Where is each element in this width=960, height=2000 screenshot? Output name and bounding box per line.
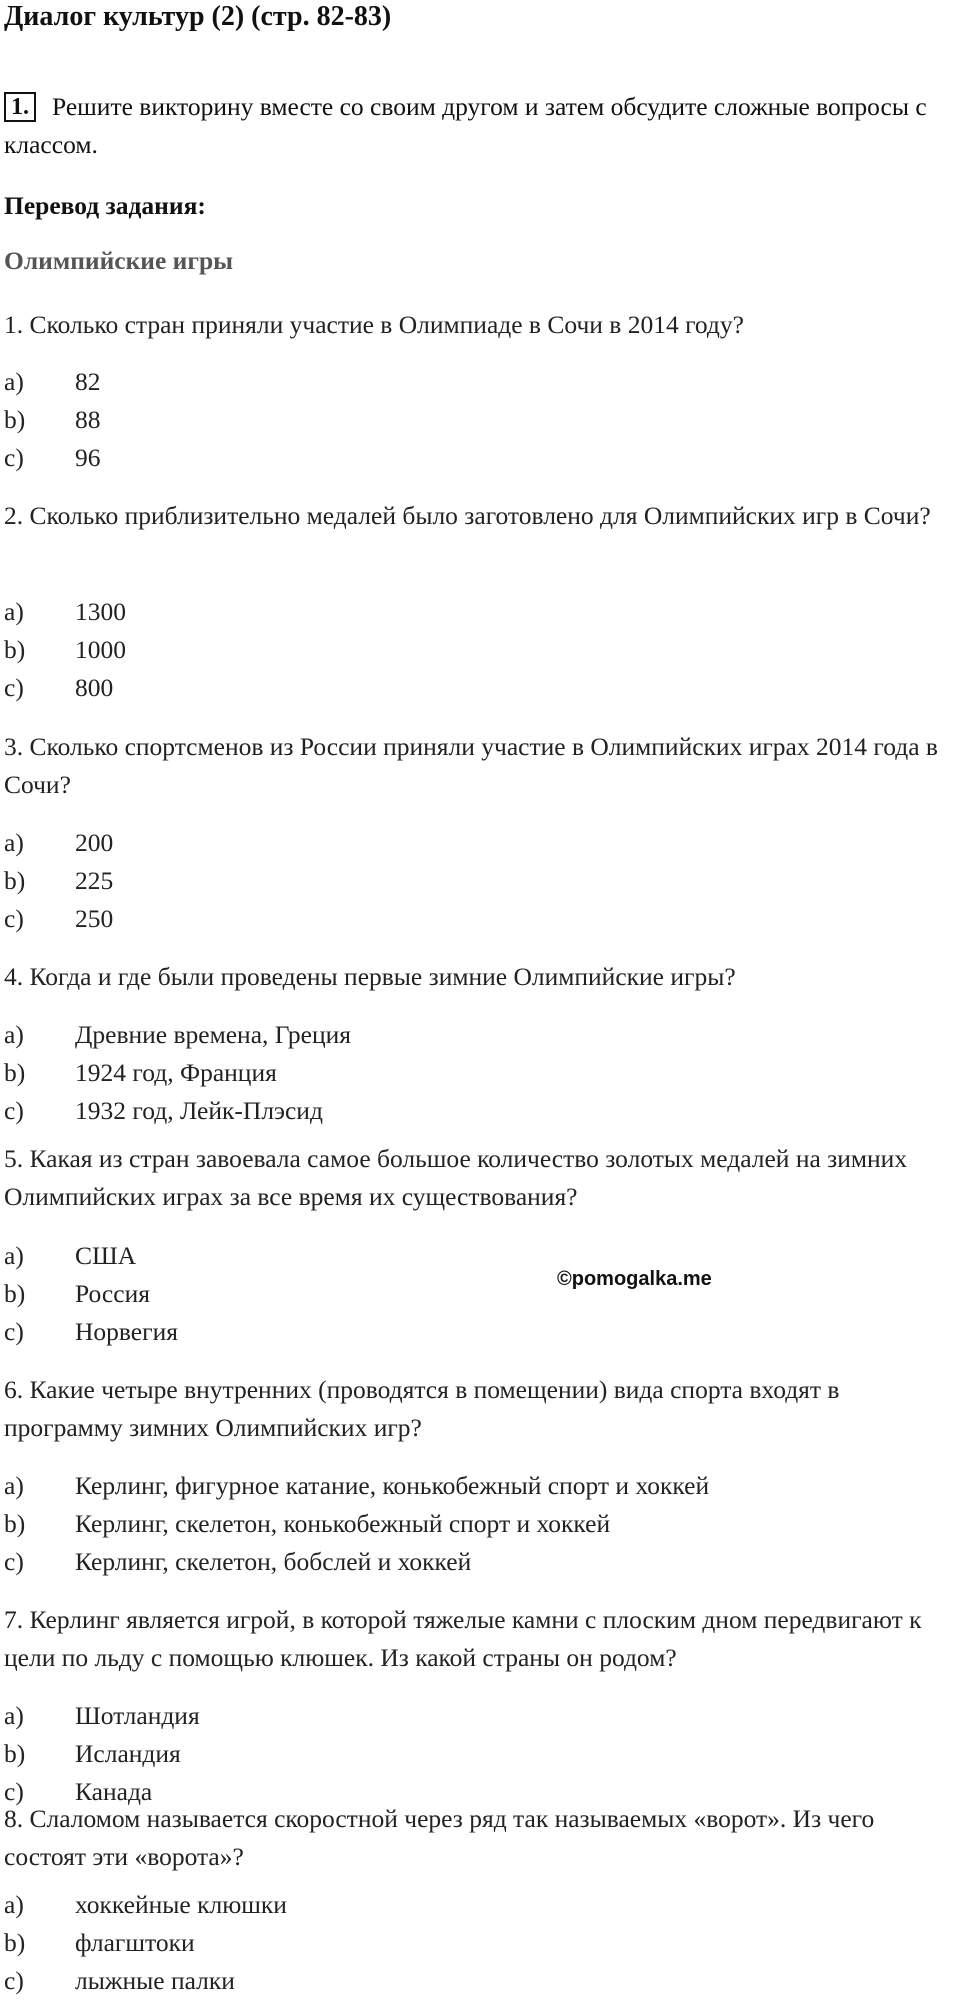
answer-option: [4, 439, 904, 477]
option-letter: a): [4, 367, 24, 396]
answer-option: [4, 1924, 904, 1962]
option-text: 225: [75, 866, 114, 895]
option-text: 1000: [75, 635, 126, 664]
option-text: лыжные палки: [75, 1966, 235, 1995]
option-letter: a): [4, 828, 24, 857]
option-text: 200: [75, 828, 114, 857]
option-letter: a): [4, 1020, 24, 1049]
task-instruction: [4, 88, 944, 164]
answer-option: [4, 900, 904, 938]
option-letter: c): [4, 1317, 24, 1346]
option-letter: b): [4, 635, 26, 664]
question-text: 3. Сколько спортсменов из России приняли участие в Олимпийских играх 2014 года в Сочи?: [4, 732, 938, 799]
option-text: флагштоки: [75, 1928, 195, 1957]
option-text: хоккейные клюшки: [75, 1890, 287, 1919]
option-letter: c): [4, 443, 24, 472]
answer-option: [4, 401, 904, 439]
answer-option: [4, 1016, 904, 1054]
section-subheading: Олимпийские игры: [4, 246, 234, 275]
question-text: 8. Слаломом называется скоростной через ряд так называемых «ворот». Из чего состоят эти «ворота»?: [4, 1804, 875, 1871]
option-text: Канада: [75, 1777, 153, 1806]
option-letter: b): [4, 405, 26, 434]
option-text: Норвегия: [75, 1317, 178, 1346]
answer-option: [4, 669, 904, 707]
answer-option: [4, 1697, 904, 1735]
answer-option: [4, 593, 904, 631]
option-letter: b): [4, 1928, 26, 1957]
answer-option: [4, 1092, 904, 1130]
answer-option: [4, 363, 904, 401]
option-letter: a): [4, 1890, 24, 1919]
option-letter: a): [4, 597, 24, 626]
option-text: Россия: [75, 1279, 150, 1308]
answer-option: [4, 824, 904, 862]
option-letter: a): [4, 1701, 24, 1730]
option-text: Керлинг, скелетон, бобслей и хоккей: [75, 1547, 472, 1576]
answer-option: [4, 862, 904, 900]
question-text: 6. Какие четыре внутренних (проводятся в помещении) вида спорта входят в программу зимних Олимпийских игр?: [4, 1375, 840, 1442]
option-letter: b): [4, 1509, 26, 1538]
option-letter: b): [4, 1058, 26, 1087]
answer-option: [4, 1237, 904, 1275]
option-letter: a): [4, 1241, 24, 1270]
option-text: 1932 год, Лейк-Плэсид: [75, 1096, 323, 1125]
option-letter: b): [4, 1739, 26, 1768]
question-text: 4. Когда и где были проведены первые зимние Олимпийские игры?: [4, 962, 736, 991]
option-text: Керлинг, фигурное катание, конькобежный спорт и хоккей: [75, 1471, 710, 1500]
watermark: ©pomogalka.me: [557, 1268, 712, 1290]
answer-option: [4, 1886, 904, 1924]
task-text: Решите викторину вместе со своим другом и затем обсудите сложные вопросы с классом.: [4, 92, 927, 159]
question-text: 7. Керлинг является игрой, в которой тяжелые камни с плоским дном передвигают к цели по льду с помощью клюшек. Из какой страны он родом?: [4, 1605, 922, 1672]
answer-option: [4, 1735, 904, 1773]
option-letter: a): [4, 1471, 24, 1500]
question-text: 1. Сколько стран приняли участие в Олимпиаде в Сочи в 2014 году?: [4, 310, 744, 339]
option-letter: b): [4, 1279, 26, 1308]
option-text: 250: [75, 904, 114, 933]
answer-option: [4, 1505, 904, 1543]
answer-option: [4, 631, 904, 669]
answer-option: [4, 1313, 904, 1351]
task-number-box: 1.: [4, 92, 36, 122]
option-text: 1300: [75, 597, 126, 626]
option-text: Шотландия: [75, 1701, 200, 1730]
option-text: 82: [75, 367, 101, 396]
translation-label: Перевод задания:: [4, 191, 206, 220]
answer-option: [4, 1054, 904, 1092]
question-text: 2. Сколько приблизительно медалей было заготовлено для Олимпийских игр в Сочи?: [4, 501, 931, 530]
option-letter: c): [4, 1547, 24, 1576]
question-text: 5. Какая из стран завоевала самое большое количество золотых медалей на зимних Олимпийских играх за все время их существования?: [4, 1144, 908, 1211]
option-text: США: [75, 1241, 137, 1270]
answer-option: [4, 1467, 904, 1505]
option-letter: c): [4, 1096, 24, 1125]
page-title: Диалог культур (2) (стр. 82-83): [4, 1, 392, 32]
option-text: 88: [75, 405, 101, 434]
option-letter: c): [4, 1777, 24, 1806]
option-text: Древние времена, Греция: [75, 1020, 351, 1049]
answer-option: [4, 1543, 904, 1581]
option-text: 800: [75, 673, 114, 702]
option-text: Исландия: [75, 1739, 181, 1768]
option-letter: c): [4, 673, 24, 702]
option-letter: c): [4, 1966, 24, 1995]
option-text: Керлинг, скелетон, конькобежный спорт и хоккей: [75, 1509, 611, 1538]
option-letter: c): [4, 904, 24, 933]
answer-option: [4, 1962, 904, 2000]
option-letter: b): [4, 866, 26, 895]
option-text: 96: [75, 443, 101, 472]
answer-option: [4, 1275, 904, 1313]
option-text: 1924 год, Франция: [75, 1058, 277, 1087]
